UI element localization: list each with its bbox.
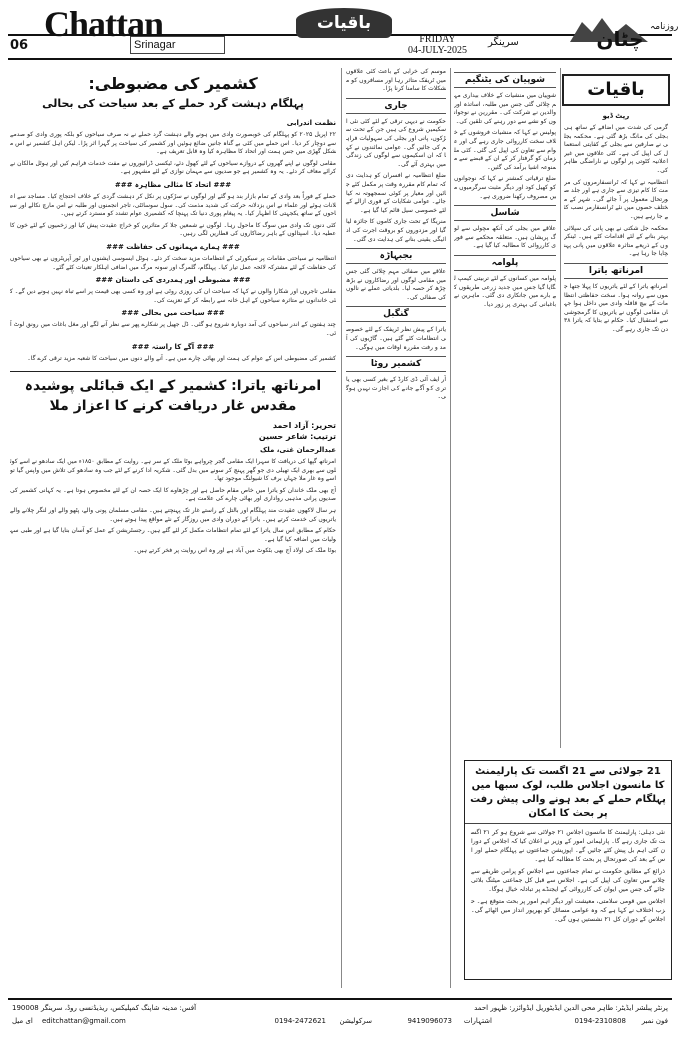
- body-text: علاقے میں بجلی کی آنکھ مچولی سے لوگ پریشان ہیں۔ متعلقہ محکمے سے فوری کارروائی کا مطالبہ کیا گیا ہے۔: [454, 225, 556, 250]
- dateline: [408, 34, 467, 56]
- footer: [8, 998, 672, 1030]
- footer-email[interactable]: editchattan@gmail.com: [42, 1017, 126, 1025]
- column-heading: بجبہاڑہ: [346, 248, 446, 264]
- body-text: شوپیان میں منشیات کے خلاف بیداری مہم چلائی گئی جس میں طلبہ، اساتذہ اور والدین نے شرکت کی۔ مقررین نے نوجوانوں کو نشے سے دور رہنے کی تلقین کی۔ پولیس نے کہا کہ منشیات فروشوں کے خلاف سخت کارروائی جاری رہے گی اور عوام سے تعاون کی اپیل کی گئی۔ کئی ملزمان کو گرفتار کر کے ان کے قبضے سے ممنوعہ اشیا برآمد کی گئیں۔ ضلع ترقیاتی کمشنر نے کہا کہ نوجوانوں کو کھیل کود اور دیگر مثبت سرگرمیوں میں مصروف رکھنا ضروری ہے۔: [454, 92, 556, 200]
- article2-byline: تحریر: آزاد احمد: [272, 421, 336, 431]
- city-urdu: سرینگر: [488, 37, 519, 48]
- main-article: [10, 68, 336, 988]
- main-article-subtitle: پہلگام دہشت گرد حملے کے بعد سیاحت کی بحالی: [42, 97, 304, 110]
- body-text: علاقے میں صفائی مہم چلائی گئی جس میں مقامی لوگوں اور رضاکاروں نے بڑھ چڑھ کر حصہ لیا۔ بلدیاتی عملے نے نالوں کی صفائی کی۔: [346, 268, 446, 301]
- section-heading: ### اتحاد کا مثالی مظاہرہ ###: [114, 180, 232, 189]
- column-divider: [450, 68, 451, 988]
- section-heading: نظمت اندرابی: [286, 119, 336, 127]
- body-text: ۲۲ اپریل ۲۰۲۵ کو پہلگام کی خوبصورت وادی میں ہونے والے دہشت گرد حملے نے نہ صرف سیاحوں کو بلکہ پوری وادی کو صدمے سے دوچار کر دیا۔ اس حملے میں کئی بے گناہ جانیں ضائع ہوئیں اور کشمیر کی سیاحت پر گہرا اثر پڑا۔ لیکن اہل کشمیر نے اس مشکل گھڑی میں جس ہمت اور اتحاد کا مظاہرہ کیا وہ قابل تعریف ہے۔ مقامی لوگوں نے اپنے گھروں کے دروازے سیاحوں کے لئے کھول دئے، ٹیکسی ڈرائیوروں نے مفت خدمات فراہم کیں اور ہوٹل مالکان نے کرائے معاف کر دئے۔ یہ وہ کشمیر ہے جو صدیوں سے مہمان نوازی کے لئے مشہور ہے۔: [10, 131, 336, 176]
- body-text: آر ایف آئی ڈی کارڈ کے بغیر کسی بھی یاتری کو آگے جانے کی اجازت نہیں ہوگی۔: [346, 376, 446, 401]
- body-text: چند ہفتوں کے اندر سیاحوں کی آمد دوبارہ شروع ہو گئی۔ ڈل جھیل پر شکارے پھر سے نظر آنے لگے اور مغل باغات میں رونق لوٹ آئی۔: [10, 321, 336, 337]
- body-text: امرناتھ گپھا کی دریافت کا سہرا ایک مقامی گجر چرواہے بوٹا ملک کے سر ہے۔ روایت کے مطابق ۱۸۵۰ء میں ایک سادھو نے اسے کوئلوں سے بھری ایک تھیلی دی جو گھر پہنچ کر سونے میں بدل گئی۔ شکریہ ادا کرنے کے لئے جب وہ سادھو کی تلاش میں واپس گیا تو اسے وہ غار ملا جہاں برف کا شیولنگ موجود تھا۔ آج بھی ملک خاندان کو یاترا میں خاص مقام حاصل ہے اور چڑھاوے کا ایک حصہ ان کے لئے مخصوص ہوتا ہے۔ یہ کہانی کشمیر کی صدیوں پرانی مذہبی رواداری اور بھائی چارے کی علامت ہے۔ ہر سال لاکھوں عقیدت مند پہلگام اور بالتل کے راستے غار تک پہنچتے ہیں۔ مقامی مسلمان پونی والے، پٹھو والے اور لنگر چلانے والے یاتریوں کی خدمت کرتے ہیں۔ یاترا کے دوران وادی میں روزگار کے نئے مواقع پیدا ہوتے ہیں۔ حکام کے مطابق اس سال یاترا کے لئے تمام انتظامات مکمل کر لئے گئے ہیں۔ رجسٹریشن کے عمل کو آسان بنایا گیا ہے اور طبی سہولیات میں اضافہ کیا گیا ہے۔ بوٹا ملک کی اولاد آج بھی بٹکوٹ میں آباد ہے اور وہ اس روایت پر فخر کرتے ہیں۔: [10, 458, 336, 555]
- body-text: مقامی تاجروں اور شکارا والوں نے کہا کہ سیاحت ان کی روزی روٹی ہے اور وہ کسی بھی قیمت پر اسے تباہ نہیں ہونے دیں گے۔ کئی خاندانوں نے متاثرہ سیاحوں کے اہل خانہ سے رابطہ کر کے تعزیت کی۔: [10, 288, 336, 304]
- body-text: حکومت نے دیہی ترقی کے لئے کئی نئی اسکیمیں شروع کی ہیں جن کے تحت سڑکوں، پانی اور بجلی کی سہولیات فراہم کی جائیں گی۔ عوامی نمائندوں نے کہا کہ ان اسکیموں سے لوگوں کی زندگی میں بہتری آئے گی۔ ضلع انتظامیہ نے افسران کو ہدایت دی کہ تمام کام مقررہ وقت پر مکمل کئے جائیں اور معیار پر کوئی سمجھوتہ نہ کیا جائے۔ عوامی شکایات کے فوری ازالے کے لئے خصوصی سیل قائم کیا گیا ہے۔ منریگا کے تحت جاری کاموں کا جائزہ لیا گیا اور مزدوروں کو بروقت اجرت کی ادائیگی یقینی بنانے کی ہدایت دی گئی۔: [346, 117, 446, 243]
- column-heading: شاسل: [454, 205, 556, 221]
- daily-label: روزنامہ: [650, 22, 679, 32]
- city-english: Srinagar: [130, 36, 225, 54]
- column-divider: [341, 68, 342, 988]
- footer-email-label: ای میل: [12, 1017, 33, 1025]
- news-column-3: [346, 68, 446, 988]
- boxed-article-body: نئی دہلی: پارلیمنٹ کا مانسون اجلاس ۲۱ جولائی سے شروع ہو کر ۲۱ اگست تک جاری رہے گا۔ پارلیمانی امور کے وزیر نے اعلان کیا کہ اجلاس کے دوران کئی اہم بل پیش کئے جائیں گے۔ اپوزیشن جماعتوں نے پہلگام حملے اور اس کے بعد کی صورتحال پر بحث کا مطالبہ کیا ہے۔ ذرائع کے مطابق حکومت نے تمام جماعتوں سے اجلاس کو پرامن طریقے سے چلانے میں تعاون کی اپیل کی ہے۔ اجلاس سے قبل کل جماعتی میٹنگ بلائی جائے گی جس میں ایوان کی کارروائی کے ایجنڈے پر تبادلہ خیال ہوگا۔ اجلاس میں قومی سلامتی، معیشت اور دیگر اہم امور پر بحث متوقع ہے۔ حزب اختلاف نے کہا ہے کہ وہ عوامی مسائل کو بھرپور انداز میں اٹھائے گی۔ اجلاس کے دوران کل ۲۱ نشستیں ہوں گی۔: [471, 829, 665, 923]
- column-heading: جاری: [346, 98, 446, 114]
- footer-publisher: پرنٹر پبلشر ایڈیٹر: طاہر محی الدین ایڈیٹوریل ایڈوائزر: ظہور احمد: [474, 1004, 668, 1012]
- section-heading: ### سیاحت میں بحالی ###: [121, 309, 225, 318]
- boxed-article-title: 21 جولائی سے 21 اگست تک پارلیمنٹ کا مانسون اجلاس طلب، لوک سبھا میں پہلگام حملے کے بعد ہونے والی پیش رفت پر بحث کا امکان: [465, 761, 671, 824]
- footer-ads-label: اشتہارات: [463, 1017, 492, 1025]
- footer-circulation-label: سرکولیشن: [339, 1017, 372, 1025]
- footer-phone: 0194-2310808: [574, 1017, 626, 1025]
- body-text: امرناتھ یاترا کے لئے یاتریوں کا پہلا جتھا جموں سے روانہ ہوا۔ سخت حفاظتی انتظامات کے بیچ قافلہ وادی میں داخل ہوا جہاں مقامی لوگوں نے یاتریوں کا گرمجوشی سے استقبال کیا۔ حکام نے بتایا کہ یاترا ۳۸ دن تک جاری رہے گی۔: [564, 282, 668, 333]
- body-text: پلوامہ میں کسانوں کے لئے تربیتی کیمپ لگایا گیا جس میں جدید زرعی طریقوں کے بارے میں جانکاری دی گئی۔ ماہرین نے باغبانی کی بہتری پر زور دیا۔: [454, 274, 556, 308]
- news-column-5: [564, 108, 668, 748]
- section-heading: ### مضبوطی اور ہمدردی کی داستان ###: [95, 276, 251, 285]
- date-label: 04-JULY-2025: [408, 45, 467, 56]
- section-banner: باقیات: [296, 8, 392, 38]
- logo-urdu-text: چٹان: [596, 27, 644, 51]
- newspaper-page: [8, 4, 679, 1030]
- footer-phone-label: فون نمبر: [641, 1017, 668, 1025]
- column-heading: امرناتھ یاترا: [564, 263, 668, 279]
- column-divider: [560, 68, 561, 748]
- section-heading: ### ہمارے مہمانوں کی حفاظت ###: [106, 242, 240, 251]
- masthead: [8, 4, 679, 60]
- logo-english: Chattan: [44, 4, 164, 44]
- column-heading: پلوامہ: [454, 255, 556, 271]
- section-heading: ### آگے کا راستہ ###: [131, 342, 215, 351]
- article2-section: عبدالرحمان غنی، ملک: [259, 446, 336, 455]
- boxed-article: [464, 760, 672, 980]
- column-heading: شوپیان کی یٹنگیم: [454, 72, 556, 88]
- body-text: کشمیر کی مضبوطی اس کے عوام کی ہمت اور بھائی چارے میں ہے۔ آنے والے دنوں میں سیاحت کا شعبہ مزید ترقی کرے گا۔: [27, 354, 336, 362]
- column-heading: رپٹ ڈیو: [602, 112, 630, 120]
- article2-title: امرناتھ یاترا: کشمیر کے ایک قبائلی پوشیدہ مقدس غار دریافت کرنے کا اعزاز ملا: [10, 371, 336, 416]
- baqiyat-title-box: باقیات: [562, 74, 670, 106]
- news-column-4: [454, 68, 556, 748]
- footer-circulation-phone: 0194-2472621: [274, 1017, 326, 1025]
- article2-editor: ترتیب: شاعر حسین: [258, 432, 336, 442]
- main-article-title: کشمیر کی مضبوطی:: [88, 74, 258, 93]
- day-label: FRIDAY: [419, 34, 456, 45]
- column-heading: کشمیر روٹا: [346, 356, 446, 372]
- footer-address: آفس: مدینہ شاپنگ کمپلیکس، ریذیڈنسی روڈ، سرینگر 190008: [12, 1004, 197, 1012]
- body-text: انتظامیہ نے سیاحتی مقامات پر سیکورٹی کے انتظامات مزید سخت کر دئے۔ ہوٹل ایسوسی ایشنوں اور ٹور آپریٹروں نے بھی سیاحوں کی حفاظت کے لئے مشترکہ لائحہ عمل تیار کیا۔ پہلگام، گلمرگ اور سونہ مرگ میں اضافی اہلکار تعینات کئے گئے۔: [10, 254, 336, 271]
- page-number: 06: [10, 38, 29, 53]
- body-text: موسم کی خرابی کے باعث کئی علاقوں میں ٹریفک متاثر رہا اور مسافروں کو مشکلات کا سامنا کرنا پڑا۔: [346, 68, 446, 93]
- column-heading: گنگبل: [346, 306, 446, 322]
- body-text: یاترا کے پیش نظر ٹریفک کے لئے خصوصی انتظامات کئے گئے ہیں۔ گاڑیوں کی آمد و رفت مقررہ اوقات میں ہوگی۔: [346, 326, 446, 351]
- body-text: حملے کے فوراً بعد وادی کے تمام بازار بند ہو گئے اور لوگوں نے سڑکوں پر نکل کر دہشت گردی کے خلاف احتجاج کیا۔ مساجد سے اعلانات ہوئے اور علماء نے اس بزدلانہ حرکت کی شدید مذمت کی۔ سول سوسائٹی، تاجر انجمنوں اور طلبہ نے امن مارچ نکالے اور سیاحوں کے ساتھ یکجہتی کا اظہار کیا۔ یہ پیغام پوری دنیا تک پہنچا کہ کشمیری عوام تشدد کو مسترد کرتے ہیں۔ کئی دنوں تک وادی میں سوگ کا ماحول رہا۔ لوگوں نے شمعیں جلا کر متاثرین کو خراج عقیدت پیش کیا اور زخمیوں کے لئے خون کا عطیہ دیا۔ اسپتالوں کے باہر رضاکاروں کی قطاریں لگی رہیں۔: [10, 192, 336, 238]
- logo-urdu-emblem: [568, 12, 650, 52]
- footer-ads-phone: 9419096073: [407, 1017, 452, 1025]
- body-text: گرمی کی شدت میں اضافے کے ساتھ ہی بجلی کی مانگ بڑھ گئی ہے۔ محکمہ بجلی نے صارفین سے بجلی کے کفایتی استعمال کی اپیل کی ہے۔ کئی علاقوں میں غیر اعلانیہ کٹوتی پر لوگوں نے ناراضگی ظاہر کی۔ انتظامیہ نے کہا کہ ٹرانسفارمروں کی مرمت کا کام تیزی سے جاری ہے اور جلد صورتحال معمول پر آ جائے گی۔ شہر کے مختلف حصوں میں نئے ٹرانسفارمر نصب کئے جا رہے ہیں۔ محکمہ جل شکتی نے بھی پانی کی سپلائی بہتر بنانے کے لئے اقدامات کئے ہیں۔ ٹینکروں کے ذریعے متاثرہ علاقوں میں پانی پہنچایا جا رہا ہے۔: [564, 124, 668, 258]
